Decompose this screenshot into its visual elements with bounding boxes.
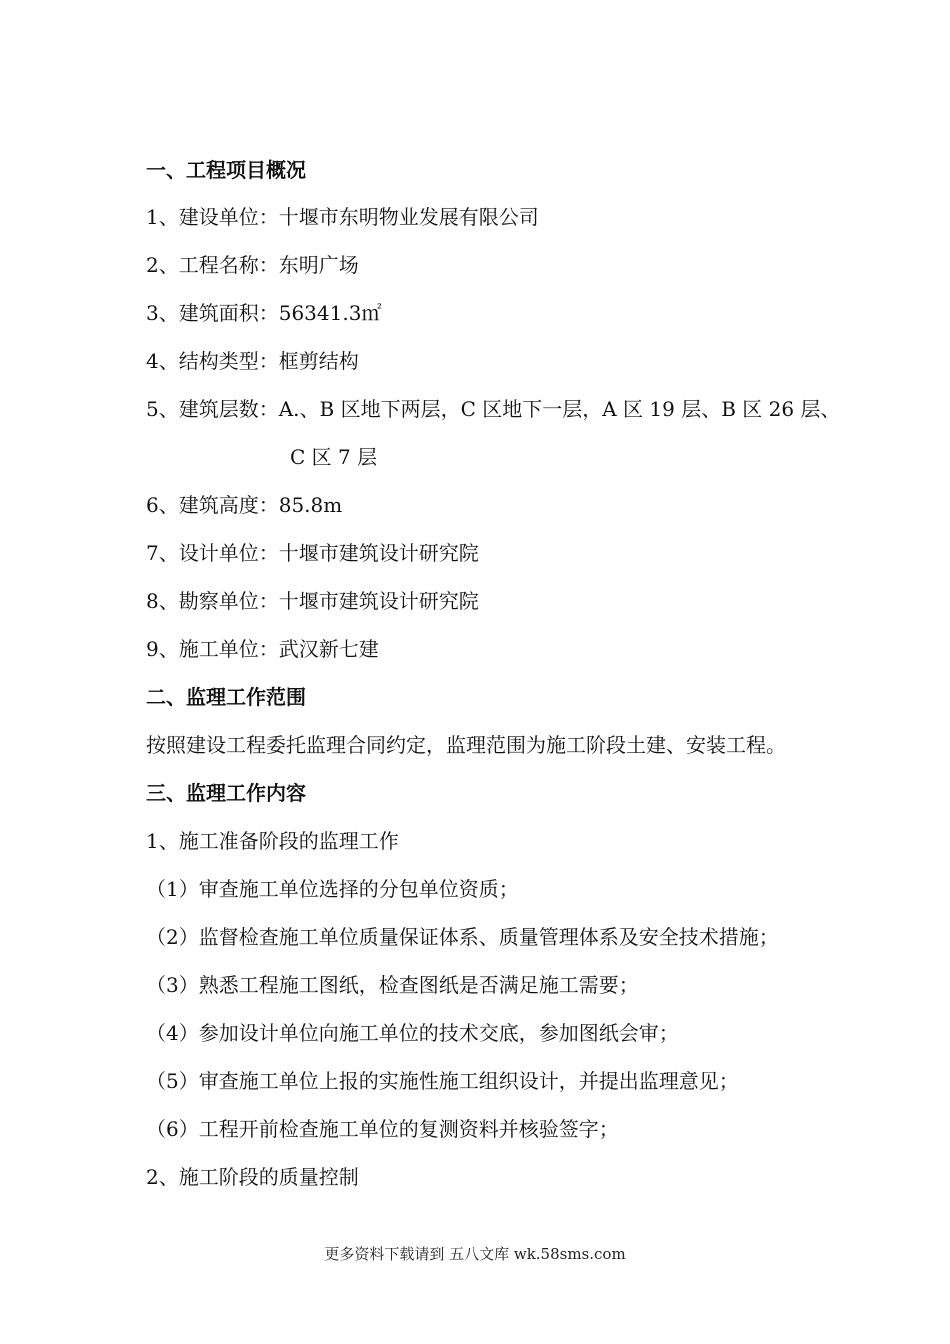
subheading-quality-control: 2、施工阶段的质量控制 — [146, 1165, 359, 1189]
list-item-design-unit: 7、设计单位：十堰市建筑设计研究院 — [146, 541, 479, 565]
subheading-preparation-stage: 1、施工准备阶段的监理工作 — [146, 829, 399, 853]
page-footer: 更多资料下载请到 五八文库 wk.58sms.com — [324, 1245, 626, 1263]
paragraph-supervision-scope: 按照建设工程委托监理合同约定，监理范围为施工阶段土建、安装工程。 — [146, 733, 786, 757]
list-item-sub-4: （4）参加设计单位向施工单位的技术交底，参加图纸会审； — [146, 1021, 679, 1045]
list-item-building-height: 6、建筑高度：85.8m — [146, 493, 343, 517]
list-item-sub-3: （3）熟悉工程施工图纸，检查图纸是否满足施工需要； — [146, 973, 639, 997]
section-heading-project-overview: 一、工程项目概况 — [146, 158, 306, 182]
list-item-survey-unit: 8、勘察单位：十堰市建筑设计研究院 — [146, 589, 479, 613]
list-item-sub-6: （6）工程开前检查施工单位的复测资料并核验签字； — [146, 1117, 619, 1141]
list-item-sub-2: （2）监督检查施工单位质量保证体系、质量管理体系及安全技术措施； — [146, 925, 779, 949]
section-heading-supervision-content: 三、监理工作内容 — [146, 781, 306, 805]
list-item-sub-1: （1）审查施工单位选择的分包单位资质； — [146, 877, 519, 901]
list-item-project-name: 2、工程名称：东明广场 — [146, 253, 359, 277]
list-item-construction-unit: 1、建设单位：十堰市东明物业发展有限公司 — [146, 205, 539, 229]
list-item-contractor: 9、施工单位：武汉新七建 — [146, 637, 379, 661]
list-item-building-floors: 5、建筑层数：A.、B 区地下两层，C 区地下一层，A 区 19 层、B 区 26 层、 — [146, 397, 841, 421]
list-item-building-area: 3、建筑面积：56341.3㎡ — [146, 301, 382, 325]
section-heading-supervision-scope: 二、监理工作范围 — [146, 685, 306, 709]
list-item-sub-5: （5）审查施工单位上报的实施性施工组织设计，并提出监理意见； — [146, 1069, 739, 1093]
list-item-building-floors-continued: C 区 7 层 — [290, 445, 378, 469]
list-item-structure-type: 4、结构类型：框剪结构 — [146, 349, 359, 373]
